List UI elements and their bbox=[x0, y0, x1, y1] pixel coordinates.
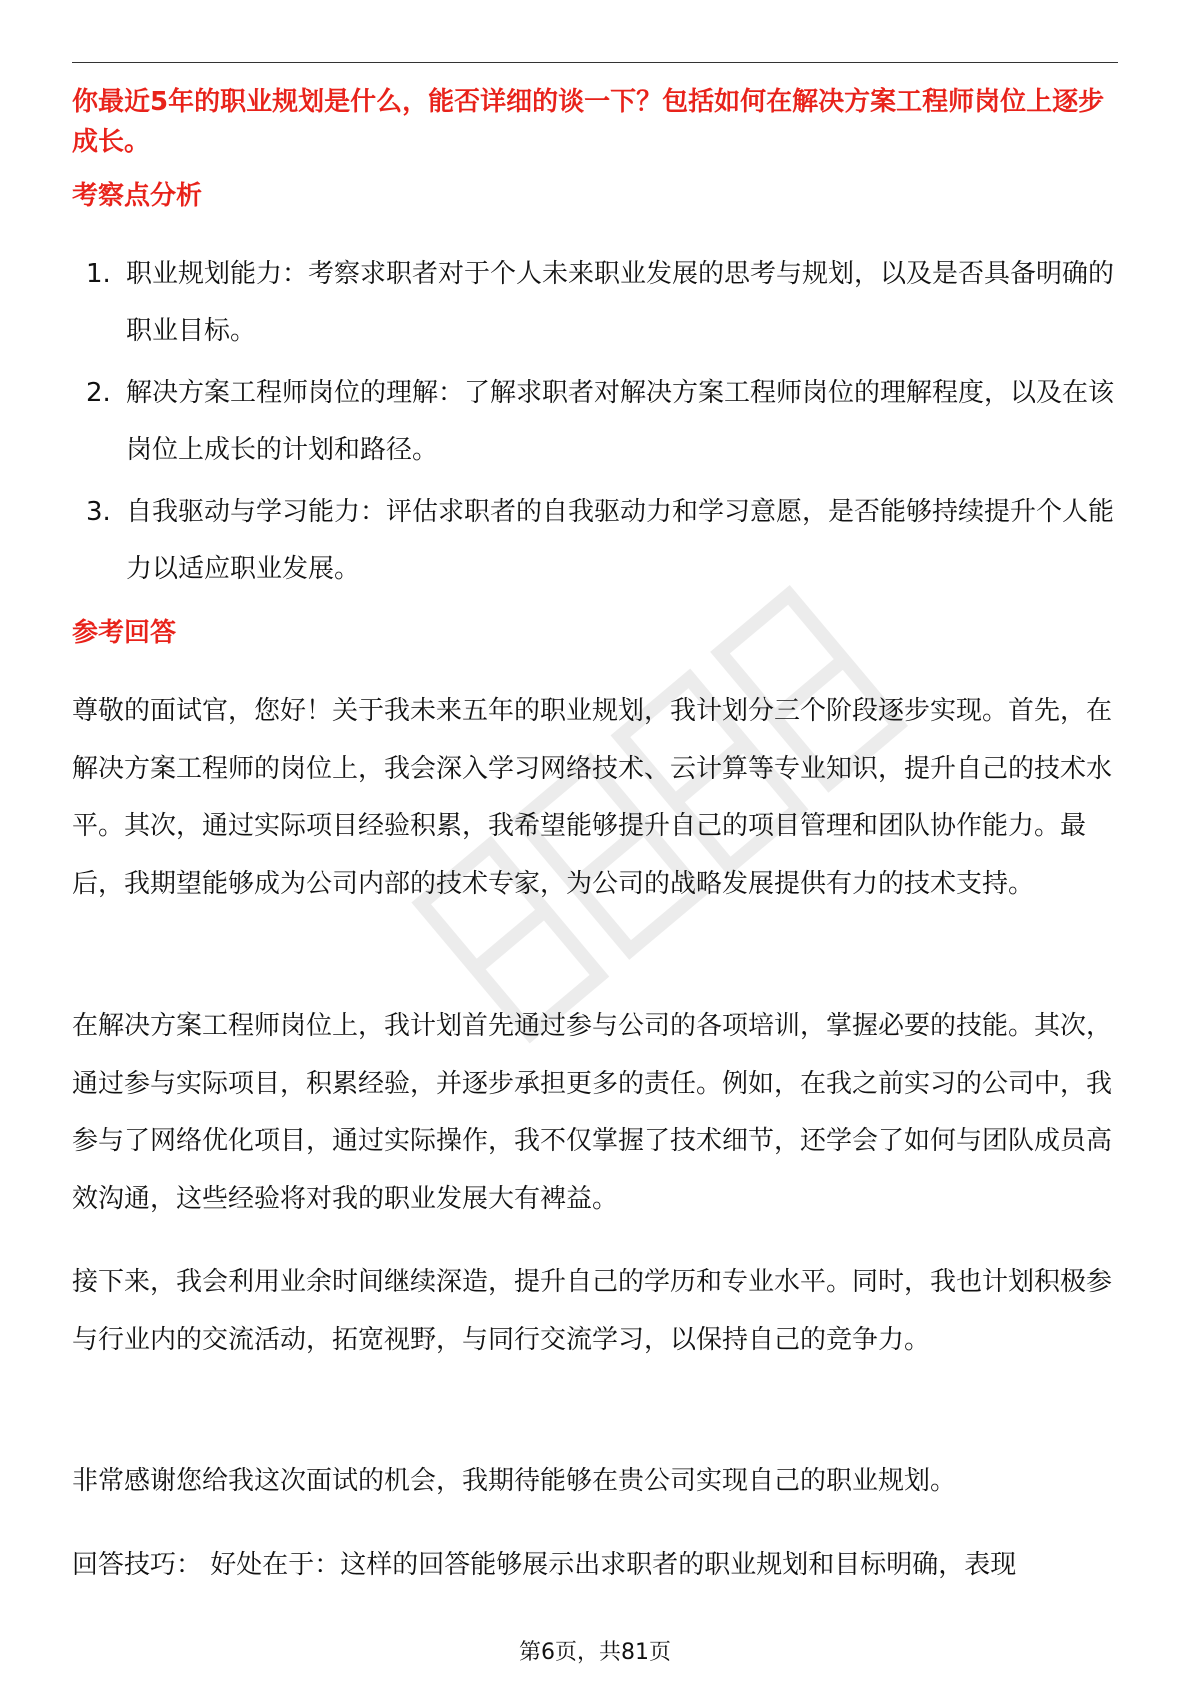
answer-paragraph: 接下来，我会利用业余时间继续深造，提升自己的学历和专业水平。同时，我也计划积极参与行业内的交流活动，拓宽视野，与同行交流学习，以保持自己的竞争力。 bbox=[72, 1267, 1113, 1355]
list-item bbox=[72, 246, 1122, 360]
answer-paragraph: 在解决方案工程师岗位上，我计划首先通过参与公司的各项培训，掌握必要的技能。其次，通过参与实际项目，积累经验，并逐步承担更多的责任。例如，在我之前实习的公司中，我参与了网络优化项目，通过实际操作，我不仅掌握了技术细节，还学会了如何与团队成员高效沟通，这些经验将对我的职业发展大有裨益。 bbox=[72, 1011, 1113, 1214]
question-title: 你最近5年的职业规划是什么，能否详细的谈一下？包括如何在解决方案工程师岗位上逐步成长。 bbox=[72, 87, 1105, 157]
list-item-text: 职业规划能力：考察求职者对于个人未来职业发展的思考与规划，以及是否具备明确的职业目标。 bbox=[126, 259, 1115, 346]
list-item-number: 2. bbox=[86, 378, 111, 408]
answer-heading: 参考回答 bbox=[72, 618, 177, 648]
top-divider bbox=[72, 62, 1118, 63]
list-item bbox=[72, 365, 1122, 479]
analysis-list bbox=[72, 246, 1122, 603]
answer-tips: 回答技巧： 好处在于：这样的回答能够展示出求职者的职业规划和目标明确，表现 bbox=[72, 1550, 1017, 1580]
list-item-number: 1. bbox=[86, 259, 111, 289]
answer-paragraph: 尊敬的面试官，您好！关于我未来五年的职业规划，我计划分三个阶段逐步实现。首先，在解决方案工程师的岗位上，我会深入学习网络技术、云计算等专业知识，提升自己的技术水平。其次，通过实际项目经验积累，我希望能够提升自己的项目管理和团队协作能力。最后，我期望能够成为公司内部的技术专家，为公司的战略发展提供有力的技术支持。 bbox=[72, 696, 1113, 899]
list-item bbox=[72, 484, 1122, 598]
list-item-number: 3. bbox=[86, 497, 111, 527]
list-item-text: 解决方案工程师岗位的理解：了解求职者对解决方案工程师岗位的理解程度，以及在该岗位上成长的计划和路径。 bbox=[126, 378, 1115, 465]
analysis-heading: 考察点分析 bbox=[72, 181, 203, 211]
page-number: 第6页，共81页 bbox=[519, 1640, 671, 1665]
list-item-text: 自我驱动与学习能力：评估求职者的自我驱动力和学习意愿，是否能够持续提升个人能力以适应职业发展。 bbox=[126, 497, 1115, 584]
answer-paragraph: 非常感谢您给我这次面试的机会，我期待能够在贵公司实现自己的职业规划。 bbox=[72, 1466, 957, 1496]
